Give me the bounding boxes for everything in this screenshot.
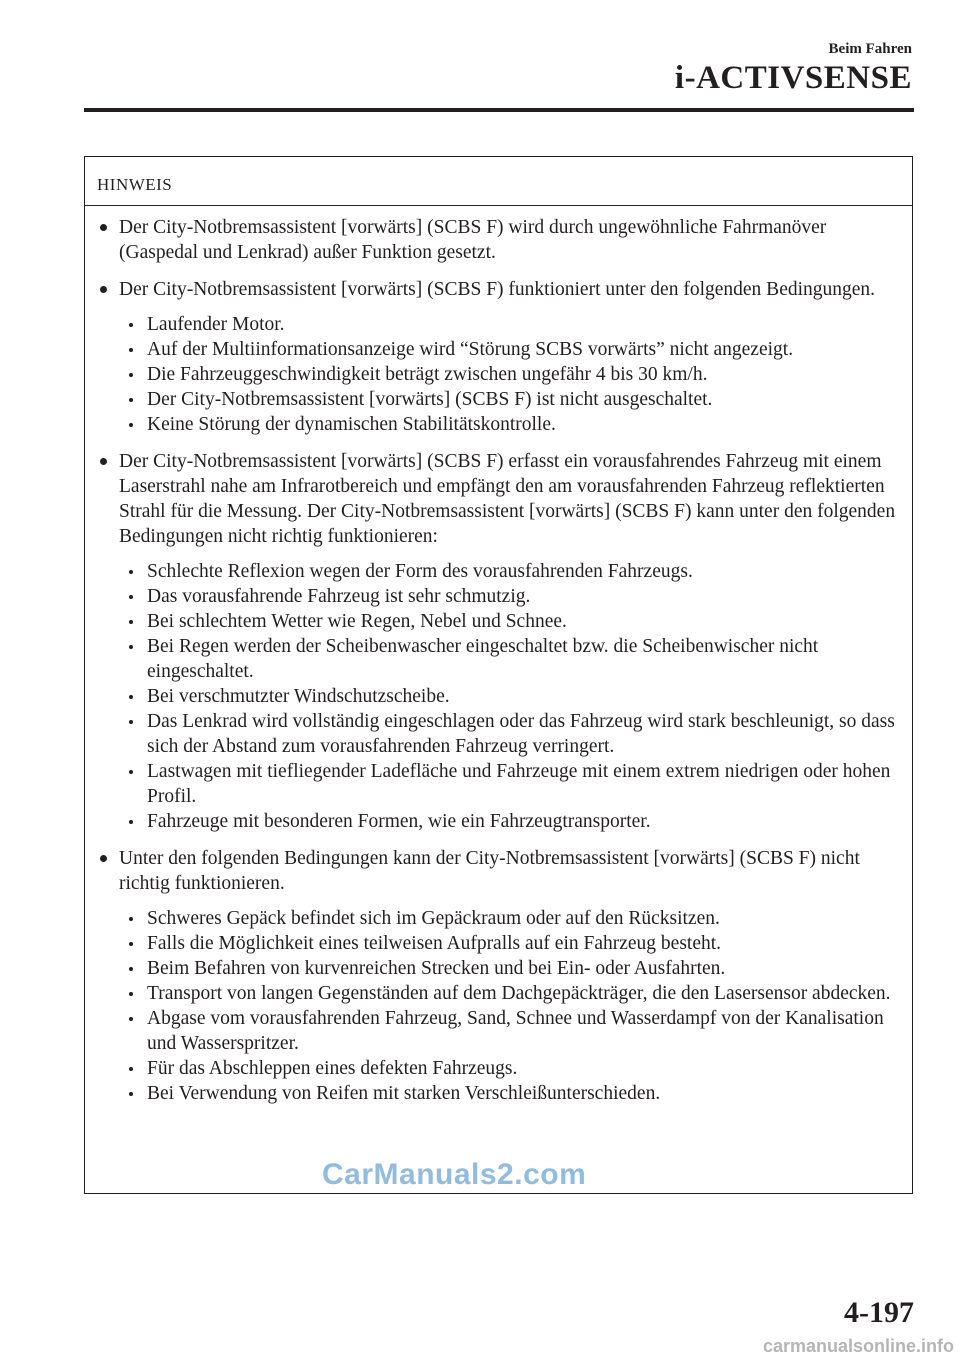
sub-bullet (119, 906, 902, 931)
note-title: HINWEIS (85, 157, 912, 206)
sub-bullet-dot (129, 942, 133, 946)
note-bullet (85, 277, 902, 437)
chapter-title: i-ACTIVSENSE (674, 60, 912, 96)
sub-bullet-dot (129, 570, 133, 574)
sub-bullet (119, 759, 902, 809)
sub-bullet-dot (129, 770, 133, 774)
sub-bullet-text: Bei Regen werden der Scheibenwascher eingeschaltet bzw. die Scheibenwischer nicht eingeschaltet. (147, 636, 819, 682)
sub-bullet-dot (129, 695, 133, 699)
sub-bullet-dot (129, 992, 133, 996)
sub-bullet-text: Für das Abschleppen eines defekten Fahrzeugs. (147, 1058, 518, 1079)
sub-bullet-text: Laufender Motor. (147, 314, 285, 335)
sub-bullet-dot (129, 1067, 133, 1071)
bullet-dot (100, 855, 107, 862)
sub-bullet (119, 931, 902, 956)
sub-bullet (119, 387, 902, 412)
sub-bullet-text: Transport von langen Gegenständen auf dem Dachgepäckträger, die den Lasersensor abdecken. (147, 983, 891, 1004)
sub-bullet-dot (129, 620, 133, 624)
sub-bullet-dot (129, 595, 133, 599)
page-header (675, 40, 912, 96)
note-bullet (85, 449, 902, 834)
sub-bullet-text: Lastwagen mit tiefliegender Ladefläche und Fahrzeuge mit einem extrem niedrigen oder hohen Profil. (147, 761, 891, 807)
bullet-text: Unter den folgenden Bedingungen kann der City-Notbremsassistent [vorwärts] (SCBS F) nicht richtig funktionieren. (119, 848, 860, 894)
sub-bullet-text: Bei verschmutzter Windschutzscheibe. (147, 686, 450, 707)
sub-bullet (119, 809, 902, 834)
sub-bullet-dot (129, 323, 133, 327)
sub-bullet-text: Abgase vom vorausfahrenden Fahrzeug, Sand, Schnee und Wasserdampf von der Kanalisation und Wasserspritzer. (147, 1008, 884, 1054)
sub-bullet-text: Bei schlechtem Wetter wie Regen, Nebel und Schnee. (147, 611, 567, 632)
sub-bullet-dot (129, 398, 133, 402)
section-label: Beim Fahren (828, 41, 912, 57)
bullet-text: Der City-Notbremsassistent [vorwärts] (SCBS F) erfasst ein vorausfahrendes Fahrzeug mit einem Laserstrahl nahe am Infrarotbereich und empfängt den am vorausfahrenden Fahrzeug reflektierten Strahl für die Messung. Der City-Notbremsassistent [vorwärts] (SCBS F) kann unter den folgenden Bedingungen nicht richtig funktionieren: (119, 451, 896, 547)
sub-bullet (119, 981, 902, 1006)
bullet-text: Der City-Notbremsassistent [vorwärts] (SCBS F) funktioniert unter den folgenden Bedingungen. (119, 279, 876, 300)
sub-bullet (119, 1056, 902, 1081)
bullet-dot (100, 286, 107, 293)
sub-bullet (119, 634, 902, 684)
footer-url: carmanualsonline.info (762, 1336, 954, 1356)
sub-bullet-dot (129, 1017, 133, 1021)
sub-bullet (119, 684, 902, 709)
sub-bullet-dot (129, 967, 133, 971)
note-bullet-list (85, 206, 912, 1106)
sub-bullet-dot (129, 348, 133, 352)
sub-bullet-text: Beim Befahren von kurvenreichen Strecken und bei Ein- oder Ausfahrten. (147, 958, 726, 979)
sub-bullet (119, 337, 902, 362)
page-number: 4-197 (844, 1296, 914, 1329)
sub-bullet-dot (129, 1092, 133, 1096)
sub-bullet-list (119, 559, 902, 834)
sub-bullet-dot (129, 720, 133, 724)
bullet-dot (100, 458, 107, 465)
sub-bullet-text: Die Fahrzeuggeschwindigkeit beträgt zwischen ungefähr 4 bis 30 km/h. (147, 364, 708, 385)
sub-bullet (119, 312, 902, 337)
sub-bullet (119, 584, 902, 609)
sub-bullet (119, 1081, 902, 1106)
sub-bullet-text: Falls die Möglichkeit eines teilweisen Aufpralls auf ein Fahrzeug besteht. (147, 933, 722, 954)
sub-bullet-dot (129, 423, 133, 427)
sub-bullet (119, 412, 902, 437)
sub-bullet (119, 1006, 902, 1056)
note-bullet (85, 215, 902, 265)
sub-bullet-text: Fahrzeuge mit besonderen Formen, wie ein Fahrzeugtransporter. (147, 811, 651, 832)
sub-bullet-text: Das Lenkrad wird vollständig eingeschlagen oder das Fahrzeug wird stark beschleunigt, so dass sich der Abstand zum vorausfahrenden Fahrzeug verringert. (147, 711, 895, 757)
sub-bullet-text: Das vorausfahrende Fahrzeug ist sehr schmutzig. (147, 586, 531, 607)
sub-bullet-list (119, 906, 902, 1106)
sub-bullet-text: Schlechte Reflexion wegen der Form des vorausfahrenden Fahrzeugs. (147, 561, 693, 582)
note-box (84, 156, 913, 1194)
sub-bullet-text: Auf der Multiinformationsanzeige wird “Störung SCBS vorwärts” nicht angezeigt. (147, 339, 794, 360)
sub-bullet-dot (129, 645, 133, 649)
sub-bullet (119, 362, 902, 387)
sub-bullet (119, 609, 902, 634)
sub-bullet (119, 559, 902, 584)
sub-bullet-dot (129, 820, 133, 824)
bullet-dot (100, 224, 107, 231)
sub-bullet (119, 709, 902, 759)
bullet-text: Der City-Notbremsassistent [vorwärts] (SCBS F) wird durch ungewöhnliche Fahrmanöver (Gaspedal und Lenkrad) außer Funktion gesetzt. (119, 217, 827, 263)
sub-bullet-dot (129, 917, 133, 921)
sub-bullet-list (119, 312, 902, 437)
sub-bullet-text: Bei Verwendung von Reifen mit starken Verschleißunterschieden. (147, 1083, 661, 1104)
sub-bullet-text: Schweres Gepäck befindet sich im Gepäckraum oder auf den Rücksitzen. (147, 908, 720, 929)
sub-bullet-text: Keine Störung der dynamischen Stabilitätskontrolle. (147, 414, 556, 435)
header-rule (84, 108, 914, 112)
watermark: CarManuals2.com (322, 1158, 587, 1191)
sub-bullet-text: Der City-Notbremsassistent [vorwärts] (SCBS F) ist nicht ausgeschaltet. (147, 389, 713, 410)
sub-bullet (119, 956, 902, 981)
note-bullet (85, 846, 902, 1106)
sub-bullet-dot (129, 373, 133, 377)
